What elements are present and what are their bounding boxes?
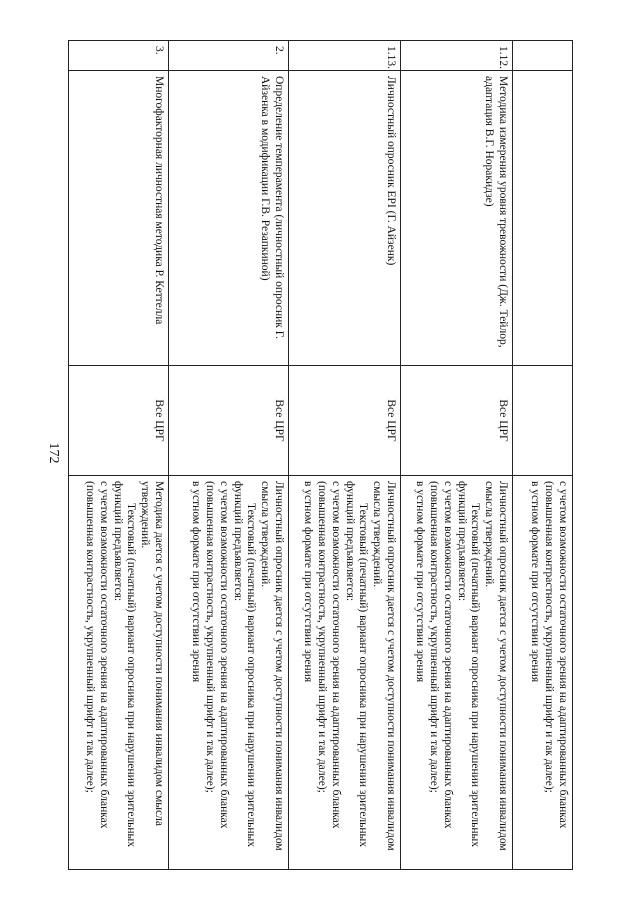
row-number bbox=[513, 41, 573, 71]
description-line: в устном формате при отсутствии зрения bbox=[529, 481, 542, 683]
description-cell bbox=[169, 476, 289, 870]
method-name: Многофакторная личностная методика Р. Кеттелла bbox=[69, 71, 169, 366]
method-name bbox=[513, 71, 573, 366]
row-number: 3. bbox=[69, 41, 169, 71]
description-cell bbox=[401, 476, 513, 870]
group-cell: Все ЦРГ bbox=[69, 366, 169, 476]
methods-table bbox=[68, 40, 573, 870]
description-line: Личностный опросник дается с учетом доступности понимания инвалидом смысла утверждений. bbox=[371, 481, 397, 851]
table-row bbox=[289, 41, 401, 870]
description-line: Методика дается с учетом доступности понимания инвалидом смысла утверждений. bbox=[139, 481, 165, 826]
description-line: Личностный опросник дается с учетом доступности понимания инвалидом смысла утверждений. bbox=[259, 481, 285, 851]
description-line: с учетом возможности остаточного зрения на адаптированных бланках (повышенная контрастность, укрупненный шрифт и так далее); bbox=[316, 481, 342, 829]
group-cell: Все ЦРГ bbox=[401, 366, 513, 476]
description-cell bbox=[513, 476, 573, 870]
description-line: Текстовый (печатный) вариант опросника при нарушении зрительных функций предъявляется: bbox=[231, 481, 258, 848]
description-cell bbox=[289, 476, 401, 870]
group-cell bbox=[513, 366, 573, 476]
table-row bbox=[169, 41, 289, 870]
description-line: Текстовый (печатный) вариант опросника при нарушении зрительных функций предъявляется: bbox=[343, 481, 370, 848]
method-name: Определение темперамента (личностный опросник Г. Айзенка в модификации Г.В. Резапкиной) bbox=[169, 71, 289, 366]
description-cell bbox=[69, 476, 169, 870]
page-number: 172 bbox=[46, 442, 61, 464]
table-row bbox=[513, 41, 573, 870]
description-line: с учетом возможности остаточного зрения на адаптированных бланках (повышенная контрастность, укрупненный шрифт и так далее); bbox=[204, 481, 230, 829]
description-line: в устном формате при отсутствии зрения bbox=[414, 481, 427, 683]
method-name: Личностный опросник EPI (Г. Айзенк) bbox=[289, 71, 401, 366]
row-number: 1.12. bbox=[401, 41, 513, 71]
method-name: Методика измерения уровня тревожности (Дж. Тейлор, адаптация В.Г. Норакидзе) bbox=[401, 71, 513, 366]
table-row bbox=[401, 41, 513, 870]
row-number: 2. bbox=[169, 41, 289, 71]
group-cell: Все ЦРГ bbox=[169, 366, 289, 476]
rotated-table-container bbox=[68, 40, 573, 870]
description-line: Личностный опросник дается с учетом доступности понимания инвалидом смысла утверждений. bbox=[483, 481, 509, 851]
description-line: Текстовый (печатный) вариант опросника при нарушении зрительных функций предъявляется: bbox=[111, 481, 138, 848]
group-cell: Все ЦРГ bbox=[289, 366, 401, 476]
description-line: с учетом возможности остаточного зрения на адаптированных бланках (повышенная контрастность, укрупненный шрифт и так далее); bbox=[428, 481, 454, 829]
table-row bbox=[69, 41, 169, 870]
description-line: с учетом возможности остаточного зрения на адаптированных бланках (повышенная контрастность, укрупненный шрифт и так далее); bbox=[543, 481, 569, 829]
table-body bbox=[69, 41, 573, 870]
row-number: 1.13. bbox=[289, 41, 401, 71]
description-line: в устном формате при отсутствии зрения bbox=[302, 481, 315, 683]
description-line: Текстовый (печатный) вариант опросника при нарушении зрительных функций предъявляется: bbox=[455, 481, 482, 848]
description-line: в устном формате при отсутствии зрения bbox=[190, 481, 203, 683]
description-line: с учетом возможности остаточного зрения на адаптированных бланках (повышенная контрастность, укрупненный шрифт и так далее); bbox=[84, 481, 110, 829]
